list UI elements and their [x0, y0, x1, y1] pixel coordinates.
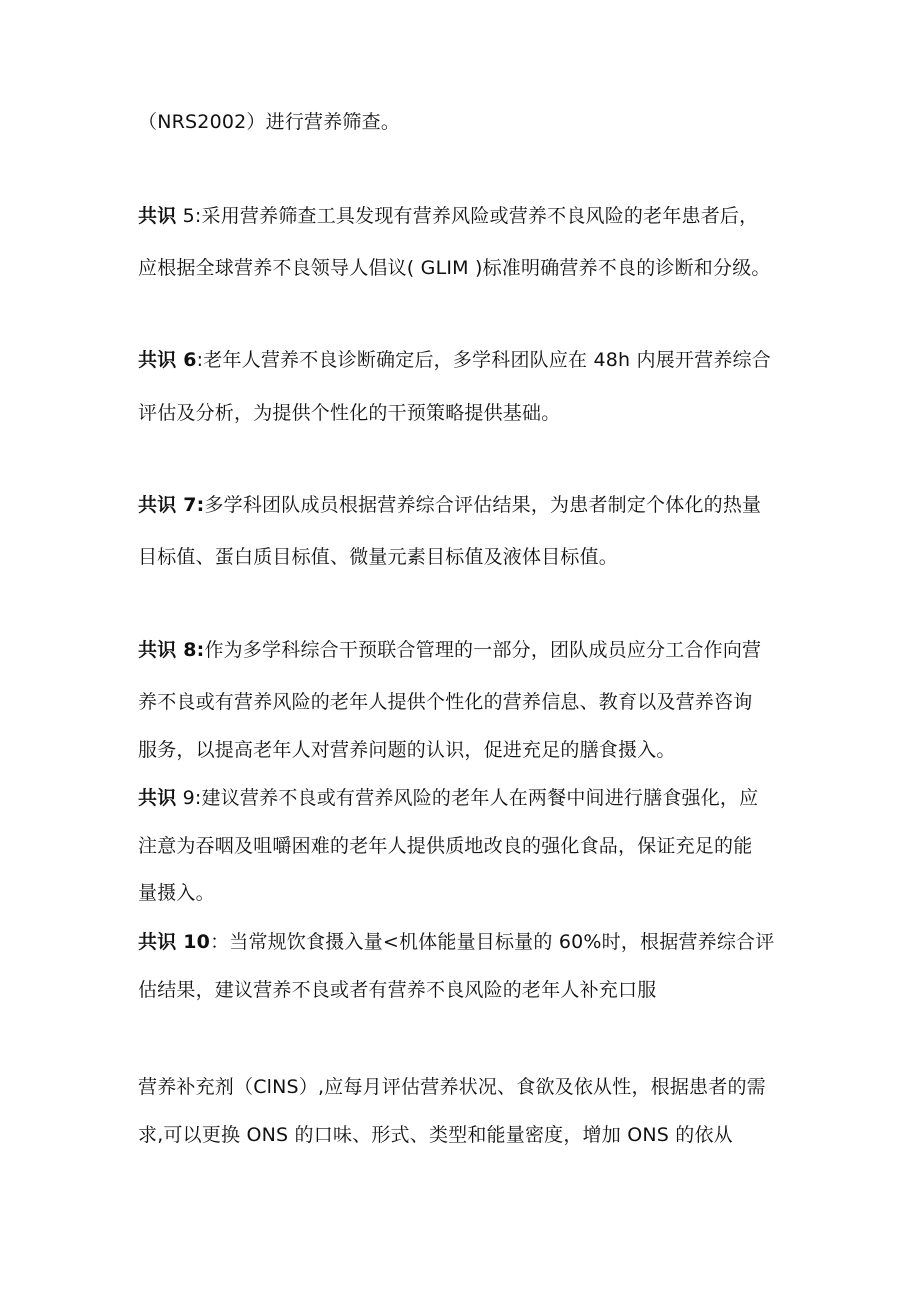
consensus-label: 共识: [138, 205, 177, 227]
line-text: 应根据全球营养不良领导人倡议( GLIM )标准明确营养不良的诊断和分级。: [138, 257, 771, 279]
line-text: 量摄入。: [138, 882, 215, 904]
consensus-5-line-1: [138, 203, 758, 229]
consensus-label: 共识 6: [138, 349, 197, 371]
consensus-6-line-1: [138, 347, 771, 373]
line-text: 注意为吞咽及咀嚼困难的老年人提供质地改良的强化食品，保证充足的能: [138, 835, 753, 857]
line-text: 营养补充剂（ClNS）,应每月评估营养状况、食欲及依从性，根据患者的需: [138, 1076, 766, 1098]
consensus-9-line-1: [138, 785, 758, 811]
consensus-7-line-1: [138, 492, 761, 518]
line-text: ：当常规饮食摄入量<机体能量目标量的 60%时，根据营养综合评: [210, 931, 775, 953]
consensus-9-line-3: [138, 880, 215, 906]
line-text: 多学科团队成员根据营养综合评估结果，为患者制定个体化的热量: [204, 494, 762, 516]
line-text: 评估及分析，为提供个性化的干预策略提供基础。: [138, 402, 561, 424]
consensus-8-line-1: [138, 637, 761, 663]
line-text: 服务，以提高老年人对营养问题的认识，促进充足的膳食摄入。: [138, 739, 676, 761]
line-text: :老年人营养不良诊断确定后，多学科团队应在 48h 内展开营养综合: [196, 349, 771, 371]
consensus-6-line-2: [138, 400, 560, 426]
line-text: 5:采用营养筛查工具发现有营养风险或营养不良风险的老年患者后，: [176, 205, 759, 227]
line-text: 9:建议营养不良或有营养风险的老年人在两餐中间进行膳食强化，应: [176, 787, 759, 809]
consensus-8-line-3: [138, 737, 676, 763]
text-line-ons-1: [138, 1074, 766, 1100]
text-line-1: [138, 109, 400, 135]
consensus-5-line-2: [138, 255, 771, 281]
consensus-label: 共识 7:: [138, 494, 205, 516]
consensus-label: 共识 10: [138, 931, 211, 953]
consensus-label: 共识: [138, 787, 177, 809]
consensus-7-line-2: [138, 544, 618, 570]
consensus-8-line-2: [138, 689, 752, 715]
line-text: 求,可以更换 ONS 的口味、形式、类型和能量密度，增加 ONS 的依从: [138, 1124, 733, 1146]
line-text: 作为多学科综合干预联合管理的一部分，团队成员应分工合作向营: [204, 639, 762, 661]
consensus-label: 共识 8:: [138, 639, 205, 661]
line-text: （NRS2002）进行营养筛查。: [138, 111, 401, 133]
consensus-10-line-1: [138, 929, 774, 955]
line-text: 养不良或有营养风险的老年人提供个性化的营养信息、教育以及营养咨询: [138, 691, 753, 713]
line-text: 估结果，建议营养不良或者有营养不良风险的老年人补充口服: [138, 979, 657, 1001]
consensus-10-line-2: [138, 977, 656, 1003]
line-text: 目标值、蛋白质目标值、微量元素目标值及液体目标值。: [138, 546, 619, 568]
consensus-9-line-2: [138, 833, 752, 859]
text-line-ons-2: [138, 1122, 733, 1148]
